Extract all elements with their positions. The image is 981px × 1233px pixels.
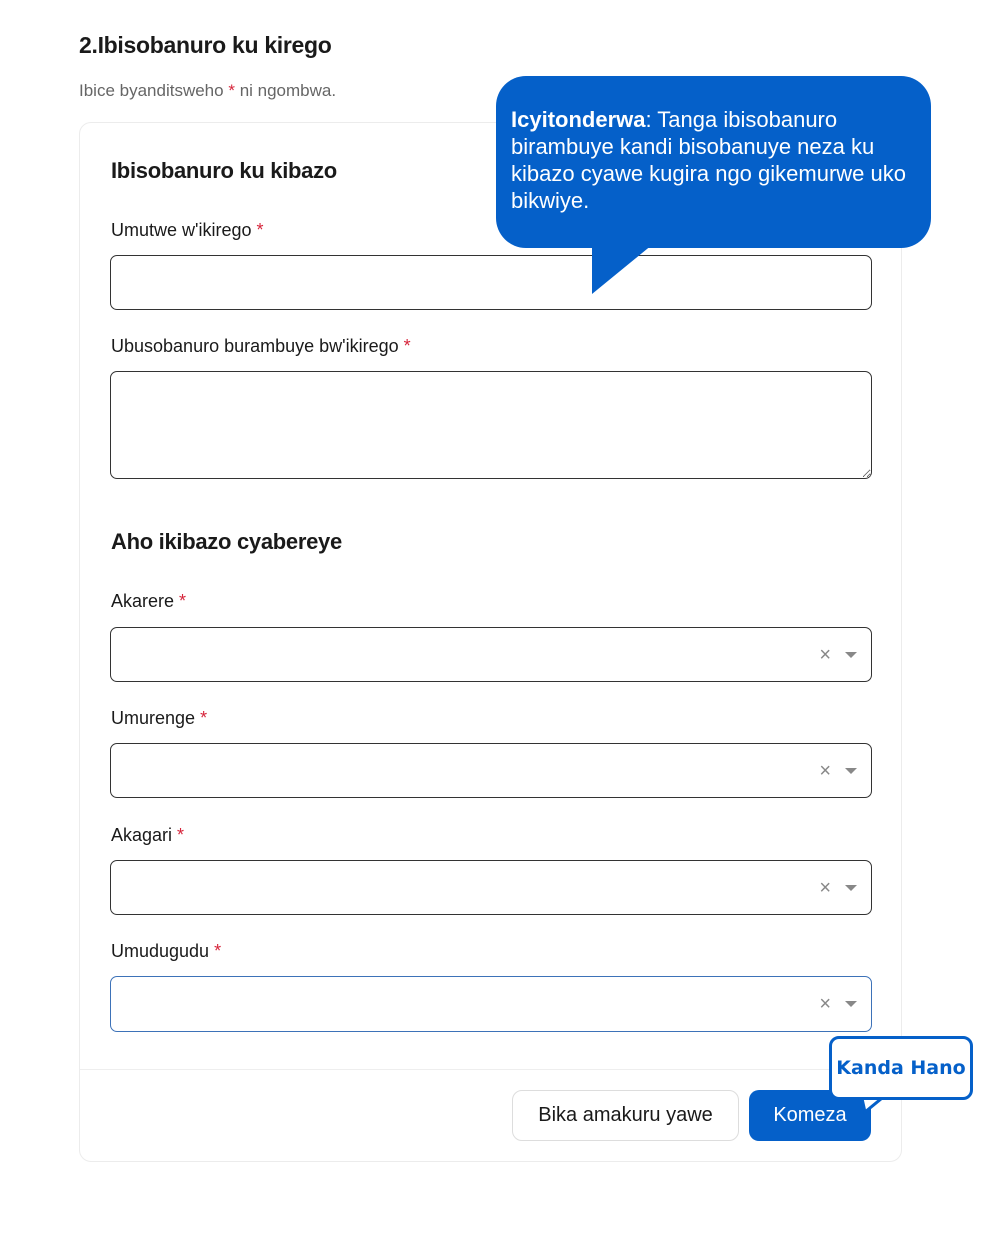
tooltip-bold: Icyitonderwa [511, 107, 646, 132]
page-title: 2.Ibisobanuro ku kirego [79, 32, 332, 58]
district-select[interactable] [110, 627, 872, 682]
chevron-down-icon[interactable] [845, 885, 857, 891]
details-heading: Ibisobanuro ku kibazo [111, 158, 337, 183]
tooltip [496, 76, 931, 248]
tooltip-text: : Tanga ibisobanuro birambuye kandi bisobanuye neza ku kibazo cyawe kugira ngo gikemurwe uko bikwiye. [511, 107, 906, 213]
clear-icon[interactable]: × [819, 759, 831, 782]
click-here-callout: Kanda Hano [829, 1036, 973, 1100]
district-label-text: Akarere [111, 591, 175, 611]
chevron-down-icon[interactable] [845, 652, 857, 658]
village-label-text: Umudugudu [111, 941, 210, 961]
required-star: * [228, 81, 235, 100]
required-note [79, 81, 336, 101]
required-star: * [403, 336, 411, 356]
next-button[interactable]: Komeza [749, 1090, 871, 1141]
sector-select[interactable] [110, 743, 872, 798]
required-star: * [177, 825, 185, 845]
description-label-text: Ubusobanuro burambuye bw'ikirego [111, 336, 399, 356]
footer-divider [80, 1069, 901, 1070]
required-star: * [179, 591, 187, 611]
title-label [111, 220, 264, 241]
cell-select[interactable] [110, 860, 872, 915]
clear-icon[interactable]: × [819, 643, 831, 666]
required-star: * [200, 708, 208, 728]
chevron-down-icon[interactable] [845, 1001, 857, 1007]
clear-icon[interactable]: × [819, 992, 831, 1015]
sector-label [111, 708, 207, 729]
tooltip-tail [580, 240, 670, 300]
clear-icon[interactable]: × [819, 876, 831, 899]
description-textarea[interactable] [110, 371, 872, 479]
required-star: * [214, 941, 222, 961]
required-note-text: Ibice byanditsweho [79, 81, 224, 100]
title-label-text: Umutwe w'ikirego [111, 220, 252, 240]
cell-label [111, 825, 184, 846]
chevron-down-icon[interactable] [845, 768, 857, 774]
description-label [111, 336, 411, 357]
sector-label-text: Umurenge [111, 708, 196, 728]
title-input[interactable] [110, 255, 872, 310]
village-label [111, 941, 221, 962]
district-label [111, 591, 186, 612]
required-note-text-end: ni ngombwa. [239, 81, 337, 100]
cell-label-text: Akagari [111, 825, 173, 845]
location-heading: Aho ikibazo cyabereye [111, 529, 342, 554]
required-star: * [256, 220, 264, 240]
village-select[interactable] [110, 976, 872, 1032]
save-button[interactable]: Bika amakuru yawe [512, 1090, 739, 1141]
